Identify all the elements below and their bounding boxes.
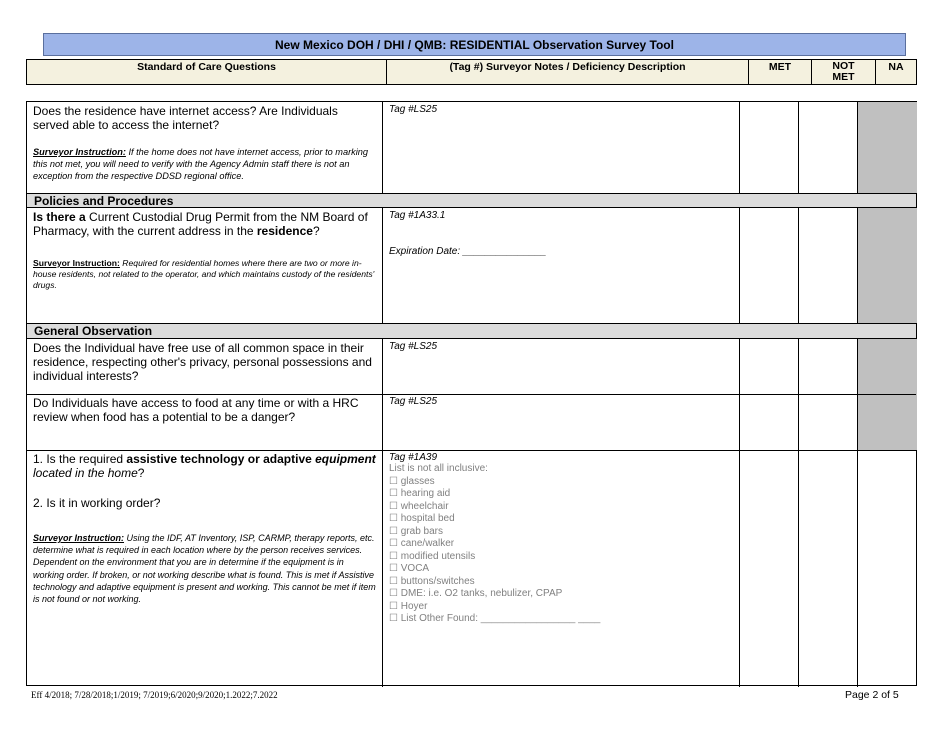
row3-question-cell [27,339,382,385]
checklist-item[interactable] [383,501,739,514]
row2-q1: Is there a [33,210,86,224]
header-na: NA [876,60,917,85]
row4-tag: Tag #LS25 [389,396,438,407]
checkbox-icon[interactable]: ☐ [389,563,401,574]
row2-instruction [27,258,382,291]
checklist-item[interactable] [383,601,739,614]
checklist-item[interactable] [383,476,739,489]
row5-q1d: located in the home [33,466,138,480]
checklist-item[interactable] [383,488,739,501]
row5-q1b: assistive technology or adaptive [126,452,316,466]
section-general-observation: General Observation [27,323,916,339]
checklist-item[interactable] [383,538,739,551]
footer-effective-dates: Eff 4/2018; 7/28/2018;1/2019; 7/2019;6/2020;9/2020;1.2022;7.2022 [31,690,278,700]
checkbox-icon[interactable]: ☐ [389,600,401,612]
survey-table [26,101,917,686]
checklist-item-label: Hoyer [400,600,428,612]
row2-q3: residence [256,224,313,238]
checkbox-icon[interactable]: ☐ [389,538,401,549]
row5-q1e: ? [137,466,145,480]
row1-instruction [27,146,382,182]
na-cell-row2 [858,208,917,323]
checklist-item-label: glasses [400,475,435,487]
header-not-met-text: NOT MET [832,60,855,83]
checklist-item[interactable] [383,513,739,526]
row1-instruction-label: Surveyor Instruction: [33,147,126,157]
row5-instruction-label: Surveyor Instruction: [33,533,125,543]
checkbox-icon[interactable]: ☐ [389,475,401,487]
checklist-item[interactable] [383,526,739,539]
page-title [43,33,906,56]
na-cell-row1 [858,102,917,193]
row5-question-2: 2. Is it in working order? [33,496,161,510]
row2-question-cell [27,208,382,291]
title-text: New Mexico DOH / DHI / QMB: RESIDENTIAL Observation Survey Tool [275,37,674,52]
row1-tag: Tag #LS25 [389,104,438,115]
row2-instruction-text: Required for residential homes where there are two or more in-house residents, not related to the operator, and which maintains custody of the residents' drugs. [33,258,375,290]
checklist-item-label: wheelchair [400,500,449,512]
checkbox-icon[interactable]: ☐ [389,613,401,624]
row5-q1c: equipment [315,452,376,466]
header-surveyor-notes: (Tag #) Surveyor Notes / Deficiency Description [387,60,749,85]
row5-question-1 [27,450,382,482]
checkbox-icon[interactable]: ☐ [389,525,401,537]
checklist-item[interactable] [383,576,739,589]
row5-checklist [383,476,739,626]
row2-expiration-date: Expiration Date: _______________ [389,246,547,257]
row5-list-note: List is not all inclusive: [389,463,488,474]
checklist-item-label: modified utensils [400,550,476,562]
checkbox-icon[interactable]: ☐ [389,513,401,524]
row2-q4: ? [312,224,320,238]
checkbox-icon[interactable]: ☐ [389,488,401,499]
row5-instruction [27,532,382,605]
column-header-table [26,59,917,85]
header-standard-of-care: Standard of Care Questions [27,60,387,85]
checkbox-icon[interactable]: ☐ [389,500,401,512]
row1-question: Does the residence have internet access? Are Individuals served able to access the internet? [33,104,338,132]
row4-question: Do Individuals have access to food at any time or with a HRC review when food has a potential to be a danger? [33,396,359,424]
row4-question-cell [27,394,382,426]
checklist-item[interactable] [383,588,739,601]
row5-question-cell [27,450,382,605]
footer-page-number: Page 2 of 5 [845,689,899,701]
checklist-item-label: hospital bed [400,513,455,524]
row2-instruction-label: Surveyor Instruction: [33,258,120,268]
header-not-met [812,60,876,85]
checklist-item-label: VOCA [400,563,430,574]
checkbox-icon[interactable]: ☐ [389,588,401,599]
row5-notes-cell [383,450,739,626]
row3-tag: Tag #LS25 [389,341,438,352]
checklist-item-label: DME: i.e. O2 tanks, nebulizer, CPAP [400,588,563,599]
row1-instruction-text: If the home does not have internet access, prior to marking this not met, you will need to verify with the Agency Admin staff there is not an exception from the respective DDSD regional office. [33,147,368,181]
row5-tag: Tag #1A39 [389,452,438,463]
section-policies-procedures: Policies and Procedures [27,193,916,208]
checklist-item-label: List Other Found: _________________ ____ [400,613,601,624]
checkbox-icon[interactable]: ☐ [389,575,401,587]
checklist-item[interactable] [383,563,739,576]
row3-question: Does the Individual have free use of all common space in their residence, respecting other's privacy, personal possessions and individual interests? [33,341,372,383]
checklist-item[interactable] [383,613,739,626]
row1-question-cell [27,102,382,182]
row2-question [27,208,382,240]
header-met: MET [749,60,812,85]
checklist-item-label: hearing aid [400,488,451,499]
row5-q1a: 1. Is the required [33,452,127,466]
checkbox-icon[interactable]: ☐ [389,550,401,562]
row2-q2: Current Custodial Drug Permit from the NM Board of Pharmacy, with the current address in the [33,210,368,238]
row2-tag: Tag #1A33.1 [389,210,446,221]
checklist-item[interactable] [383,551,739,564]
checklist-item-label: grab bars [400,525,443,537]
row5-instruction-text: Using the IDF, AT Inventory, ISP, CARMP, therapy reports, etc. determine what is required in each location where by the person receives services. Dependent on the environment that you are in determine if the equipment is in working order. If broken, or not working describe what is found. This is met if Assistive technology and adaptive equipment is present and working. This cannot be met if item is not found or not working. [33,533,376,605]
checklist-item-label: buttons/switches [400,575,475,587]
checklist-item-label: cane/walker [400,538,455,549]
